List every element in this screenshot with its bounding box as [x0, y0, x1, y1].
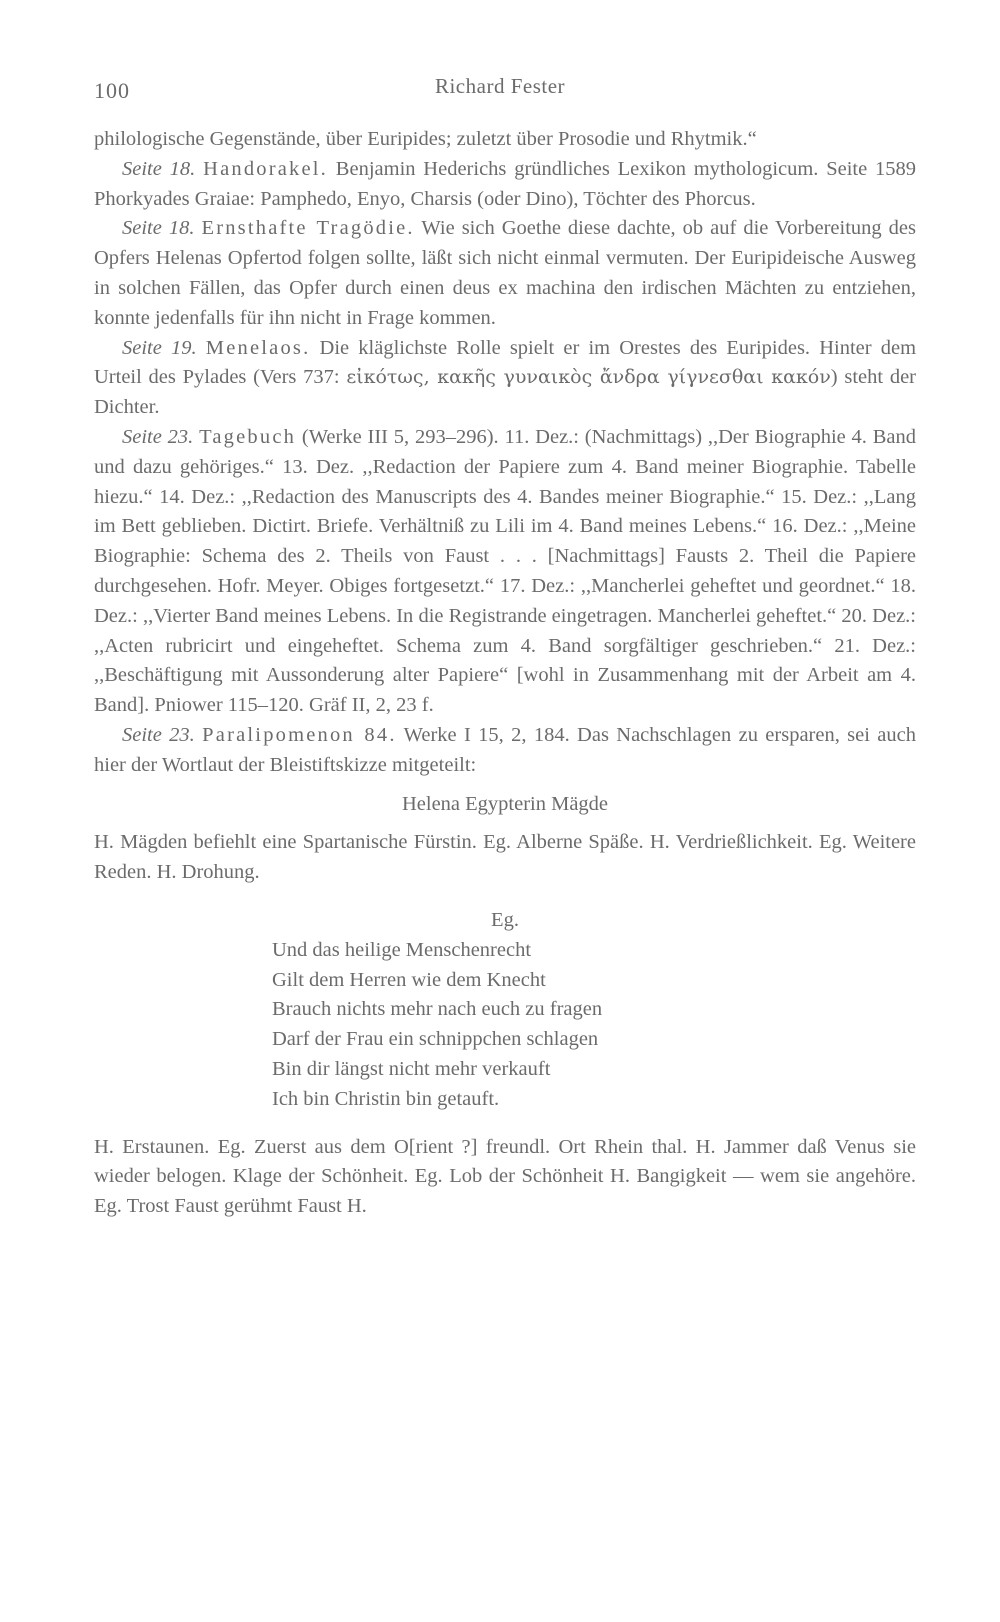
note-heading: Menelaos.: [205, 336, 311, 359]
verse-line: Brauch nichts mehr nach euch zu fragen: [272, 998, 603, 1021]
verse-line: Darf der Frau ein schnippchen schlagen: [272, 1028, 599, 1051]
page-reference: Seite 18.: [122, 217, 195, 240]
note-text: Die kläglichste Rolle spielt er im Orestes des Euripides. Hinter dem Urteil des Pylades (Vers 737:: [94, 336, 917, 389]
verse-line: Bin dir längst nicht mehr verkauft: [272, 1057, 551, 1080]
note-text: ) steht der Dichter.: [94, 366, 916, 419]
verse-speaker: Eg.: [491, 908, 519, 931]
note-text: Benjamin Hederichs gründliches Lexikon mythologicum. Seite 1589 Phorkyades Graiae: Pamphedo, Enyo, Charsis (oder Dino), Töchter des Phorcus.: [94, 157, 917, 210]
note-menelaos: [94, 334, 916, 423]
note-text: Werke I 15, 2, 184. Das Nachschlagen zu ersparen, sei auch hier der Wortlaut der Bleistiftskizze mitgeteilt:: [94, 723, 916, 776]
note-heading: Ernsthafte Tragödie.: [201, 217, 415, 240]
note-heading: Handorakel.: [203, 157, 329, 180]
verse-block: [94, 936, 916, 1115]
page-number: 100: [94, 78, 130, 103]
note-text: (Werke III 5, 293–296). 11. Dez.: (Nachmittags) ,,Der Biographie 4. Band und dazu gehöriges.“ 13. Dez. ,,Redaction der Papiere zum 4. Band meiner Biographie. Tabelle hiezu.“ 14. Dez.: ,,Redaction des Manuscripts des 4. Bandes meiner Biographie.“ 15. Dez.: ,,Lang im Bett geblieben. Dictirt. Briefe. Verhältniß zu Lili im 4. Band meines Lebens.“ 16. Dez.: ,,Meine Biographie: Schema des 2. Theils von Faust . . . [Nachmittags] Fausts 2. Theil die Papiere durchgesehen. Hofr. Meyer. Obiges fortgesetzt.“ 17. Dez.: ,,Mancherlei geheftet und geordnet.“ 18. Dez.: ,,Vierter Band meines Lebens. In die Registrande eingetragen. Mancherlei geheftet.“ 20. Dez.: ,,Acten rubricirt und eingeheftet. Schema zum 4. Band sorgfältiger geschrieben.“ 21. Dez.: ,,Beschäftigung mit Aussonderung alter Papiere“ [wohl in Zusammenhang mit der Arbeit am 4. Band]. Pniower 115–120. Gräf II, 2, 23 f.: [94, 425, 916, 717]
note-heading: Paralipomenon 84.: [202, 723, 397, 746]
sketch-title: Helena Egypterin Mägde: [401, 792, 609, 815]
page-reference: Seite 18.: [122, 157, 196, 180]
verse-line: Ich bin Christin bin getauft.: [272, 1087, 500, 1110]
verse-line: Gilt dem Herren wie dem Knecht: [272, 968, 546, 991]
running-title: Richard Fester: [434, 74, 566, 98]
paragraph-continuation: philologische Gegenstände, über Euripides; zuletzt über Prosodie und Rhytmik.“: [94, 128, 757, 150]
note-paralipomenon: [94, 721, 916, 781]
note-tagebuch: [94, 423, 916, 721]
page-reference: Seite 23.: [122, 425, 194, 448]
final-paragraph: H. Erstaunen. Eg. Zuerst aus dem O[rient ?] freundl. Ort Rhein thal. H. Jammer daß Venus sie wieder belogen. Klage der Schönheit. Eg. Lob der Schönheit H. Bangigkeit — wem sie angehöre. Eg. Trost Faust gerühmt Faust H.: [94, 1135, 916, 1218]
note-handorakel: [94, 155, 916, 215]
page-body: [94, 125, 916, 1222]
note-ernsthafte-tragoedie: [94, 214, 916, 333]
greek-quote: εἰκότως, κακῆς γυναικὸς ἄνδρα γίγνεσθαι κακόν: [346, 366, 831, 389]
note-text: Wie sich Goethe diese dachte, ob auf die Vorbereitung des Opfers Helenas Opfertod folgen sollte, läßt sich nicht einmal vermuten. Der Euripideische Ausweg in solchen Fällen, das Opfer durch einen deus ex machina den irdischen Mächten zu entziehen, konnte jedenfalls für ihn nicht in Frage kommen.: [94, 217, 916, 329]
sketch-paragraph: H. Mägden befiehlt eine Spartanische Fürstin. Eg. Alberne Späße. H. Verdrießlichkeit. Eg. Weitere Reden. H. Drohung.: [94, 831, 916, 884]
page-reference: Seite 19.: [122, 336, 197, 359]
verse-line: Und das heilige Menschenrecht: [272, 938, 532, 961]
note-heading: Tagebuch: [199, 425, 297, 448]
page-reference: Seite 23.: [122, 723, 195, 746]
